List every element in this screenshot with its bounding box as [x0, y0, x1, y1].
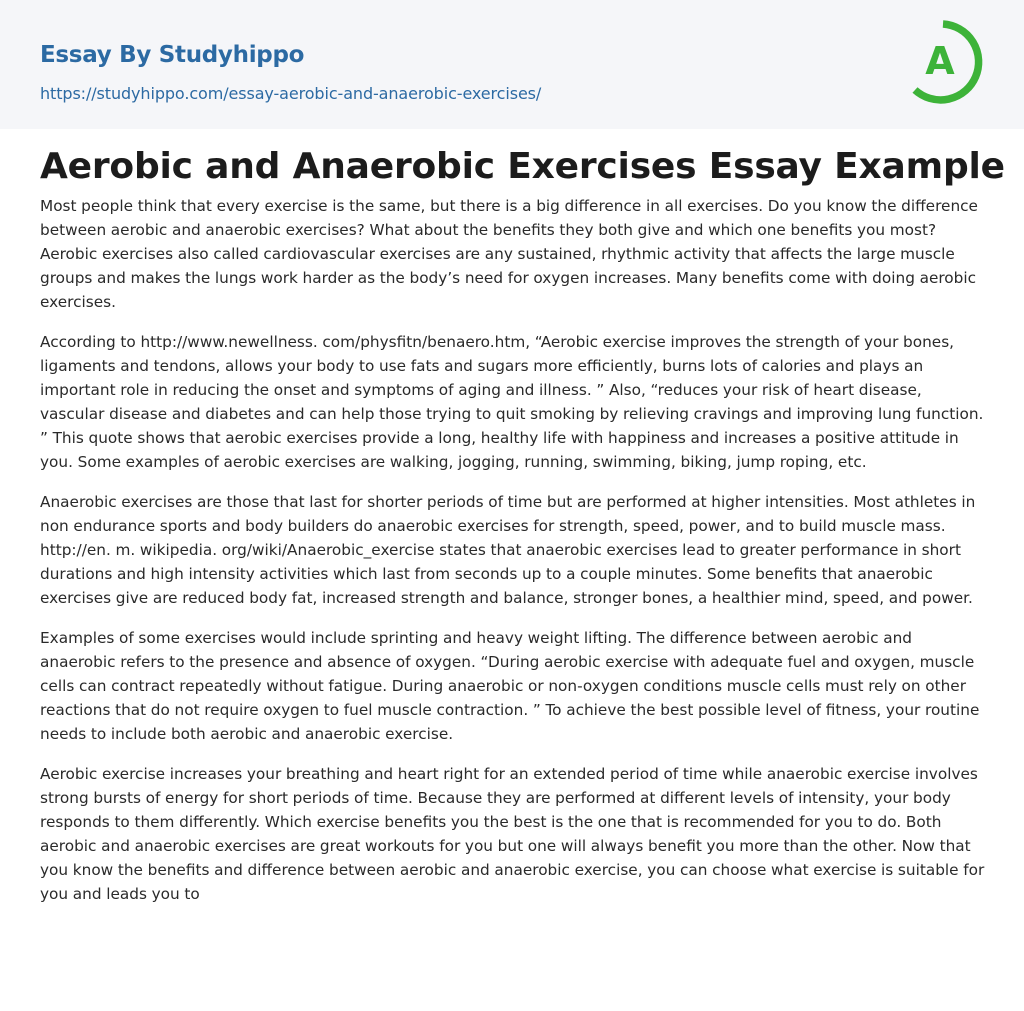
essay-paragraph: Most people think that every exercise is the same, but there is a big difference in all exercises. Do you know the difference between aerobic and anaerobic exercises? What about the benefits they both give and which one benefits you most? Aerobic exercises also called cardiovascular exercises are any sustained, rhythmic activity that affects the large muscle groups and makes the lungs work harder as the body’s need for oxygen increases. Many benefits come with doing aerobic exercises. — [40, 197, 978, 311]
essay-body — [40, 194, 988, 922]
essay-paragraph: Anaerobic exercises are those that last for shorter periods of time but are performed at higher intensities. Most athletes in non endurance sports and body builders do anaerobic exercises for strength, speed, power, and to build muscle mass. http://en. m. wikipedia. org/wiki/Anaerobic_exercise states that anaerobic exercises lead to greater performance in short durations and high intensity activities which last from seconds up to a couple minutes. Some benefits that anaerobic exercises give are reduced body fat, increased strength and balance, stronger bones, a healthier mind, speed, and power. — [40, 493, 976, 607]
essay-paragraph: Examples of some exercises would include sprinting and heavy weight lifting. The difference between aerobic and anaerobic refers to the presence and absence of oxygen. “During aerobic exercise with adequate fuel and oxygen, muscle cells can contract repeatedly without fatigue. During anaerobic or non-oxygen conditions muscle cells must rely on other reactions that do not require oxygen to fuel muscle contraction. ” To achieve the best possible level of fitness, your routine needs to include both aerobic and anaerobic exercise. — [40, 629, 980, 743]
source-url-link[interactable]: https://studyhippo.com/essay-aerobic-and-anaerobic-exercises/ — [40, 84, 542, 103]
essay-paragraph: According to http://www.newellness. com/physfitn/benaero.htm, “Aerobic exercise improves the strength of your bones, ligaments and tendons, allows your body to use fats and sugars more efficiently, burns lots of calories and plays an important role in reducing the onset and symptoms of aging and illness. ” Also, “reduces your risk of heart disease, vascular disease and diabetes and can help those trying to quit smoking by relieving cravings and improving lung function. ” This quote shows that aerobic exercises provide a long, healthy life with happiness and increases a positive attitude in you. Some examples of aerobic exercises are walking, jogging, running, swimming, biking, jump roping, etc. — [40, 333, 984, 471]
essay-paragraph: Aerobic exercise increases your breathing and heart right for an extended period of time while anaerobic exercise involves strong bursts of energy for short periods of time. Because they are performed at different levels of intensity, your body responds to them differently. Which exercise benefits you the best is the one that is recommended for you to do. Both aerobic and anaerobic exercises are great workouts for you but one will always benefit you more than the other. Now that you know the benefits and difference between aerobic and anaerobic exercise, you can choose what exercise is suitable for you and leads you to — [40, 765, 985, 903]
page-title: Aerobic and Anaerobic Exercises Essay Example — [40, 146, 1005, 187]
site-title[interactable]: Essay By Studyhippo — [40, 42, 305, 68]
logo-letter: A — [925, 39, 955, 83]
